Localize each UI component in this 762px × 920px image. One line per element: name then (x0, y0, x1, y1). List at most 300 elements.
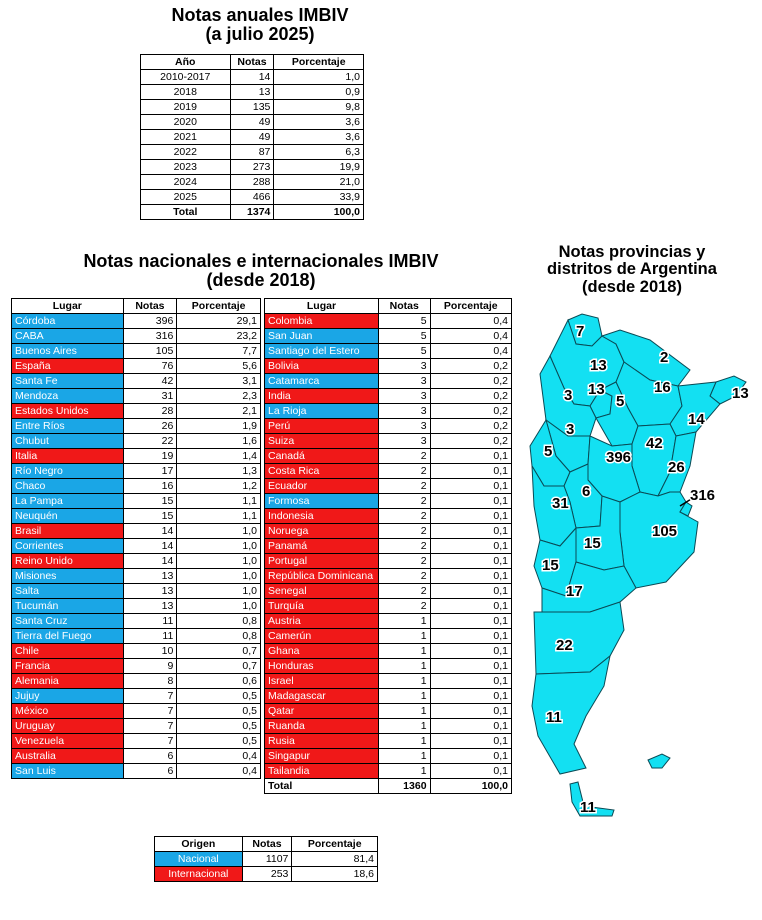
place-notes-cell: 5 (378, 344, 430, 359)
place-percent-cell: 0,1 (430, 689, 511, 704)
place-percent-cell: 0,2 (430, 404, 511, 419)
place-name-cell: Ghana (265, 644, 379, 659)
place-row (265, 434, 512, 449)
place-percent-cell: 1,0 (177, 599, 261, 614)
origin-header-origin: Origen (155, 837, 243, 852)
annual-row (141, 160, 364, 175)
origin-header-notes: Notas (242, 837, 292, 852)
place-percent-cell: 23,2 (177, 329, 261, 344)
place-name-cell: Alemania (12, 674, 124, 689)
place-name-cell: Perú (265, 419, 379, 434)
place-notes-cell: 3 (378, 359, 430, 374)
map-value-label: 17 (566, 583, 583, 600)
place-percent-cell: 1,1 (177, 494, 261, 509)
place-percent-cell: 0,1 (430, 674, 511, 689)
place-percent-cell: 1,0 (177, 539, 261, 554)
place-percent-cell: 0,4 (430, 344, 511, 359)
map-value-label: 2 (660, 349, 669, 366)
place-percent-cell: 0,1 (430, 494, 511, 509)
place-notes-cell: 3 (378, 434, 430, 449)
annual-year-cell: 2024 (141, 175, 231, 190)
place-row (12, 449, 261, 464)
place-name-cell: Corrientes (12, 539, 124, 554)
map-value-label: 3 (564, 387, 573, 404)
place-name-cell: Santiago del Estero (265, 344, 379, 359)
place-notes-cell: 8 (123, 674, 177, 689)
place-notes-cell: 14 (123, 524, 177, 539)
place-percent-cell: 0,5 (177, 734, 261, 749)
place-name-cell: Ruanda (265, 719, 379, 734)
annual-title (140, 6, 380, 44)
place-name-cell: Bolivia (265, 359, 379, 374)
place-row (265, 359, 512, 374)
places-table-left (11, 298, 261, 779)
origin-table (154, 836, 378, 882)
place-notes-cell: 2 (378, 524, 430, 539)
place-row (12, 494, 261, 509)
place-row (12, 584, 261, 599)
place-percent-cell: 0,8 (177, 629, 261, 644)
place-row (265, 389, 512, 404)
annual-year-cell: 2021 (141, 130, 231, 145)
place-notes-cell: 1 (378, 764, 430, 779)
place-percent-cell: 0,4 (177, 764, 261, 779)
annual-row (141, 190, 364, 205)
annual-total-notes: 1374 (230, 205, 274, 220)
place-notes-cell: 13 (123, 599, 177, 614)
place-percent-cell: 0,1 (430, 539, 511, 554)
place-name-cell: Brasil (12, 524, 124, 539)
place-name-cell: Canadá (265, 449, 379, 464)
place-name-cell: Salta (12, 584, 124, 599)
place-name-cell: República Dominicana (265, 569, 379, 584)
place-row (12, 434, 261, 449)
place-row (12, 344, 261, 359)
place-notes-cell: 6 (123, 764, 177, 779)
place-notes-cell: 13 (123, 569, 177, 584)
annual-year-cell: 2019 (141, 100, 231, 115)
place-notes-cell: 11 (123, 614, 177, 629)
place-name-cell: Francia (12, 659, 124, 674)
map-value-label: 31 (552, 495, 569, 512)
place-name-cell: La Pampa (12, 494, 124, 509)
annual-notes-cell: 87 (230, 145, 274, 160)
place-notes-cell: 5 (378, 329, 430, 344)
place-percent-cell: 1,9 (177, 419, 261, 434)
place-percent-cell: 0,8 (177, 614, 261, 629)
place-percent-cell: 0,5 (177, 689, 261, 704)
place-name-cell: Chile (12, 644, 124, 659)
place-row (12, 554, 261, 569)
place-name-cell: Indonesia (265, 509, 379, 524)
annual-notes-cell: 13 (230, 85, 274, 100)
place-percent-cell: 0,1 (430, 629, 511, 644)
annual-percent-cell: 21,0 (274, 175, 364, 190)
annual-table (140, 54, 364, 220)
place-row (265, 374, 512, 389)
annual-year-cell: 2010-2017 (141, 70, 231, 85)
map-value-label: 13 (732, 385, 749, 402)
place-name-cell: Reino Unido (12, 554, 124, 569)
map-value-label: 22 (556, 637, 573, 654)
place-percent-cell: 29,1 (177, 314, 261, 329)
place-notes-cell: 13 (123, 584, 177, 599)
place-notes-cell: 1 (378, 674, 430, 689)
place-percent-cell: 0,7 (177, 644, 261, 659)
place-name-cell: Chubut (12, 434, 124, 449)
annual-total-row (141, 205, 364, 220)
place-percent-cell: 0,1 (430, 599, 511, 614)
annual-notes-cell: 135 (230, 100, 274, 115)
place-name-cell: Tailandia (265, 764, 379, 779)
place-notes-cell: 1 (378, 719, 430, 734)
origin-type-cell: Internacional (155, 867, 243, 882)
annual-year-cell: 2022 (141, 145, 231, 160)
place-row (265, 719, 512, 734)
map-value-label: 13 (590, 357, 607, 374)
place-row (265, 629, 512, 644)
places-total-percent: 100,0 (430, 779, 511, 794)
origin-header-percent: Porcentaje (292, 837, 378, 852)
place-percent-cell: 0,6 (177, 674, 261, 689)
place-row (265, 704, 512, 719)
place-percent-cell: 0,1 (430, 509, 511, 524)
annual-title-line2: (a julio 2025) (205, 23, 315, 44)
annual-total-percent: 100,0 (274, 205, 364, 220)
place-percent-cell: 0,7 (177, 659, 261, 674)
map-value-label: 14 (688, 411, 705, 428)
place-row (12, 404, 261, 419)
place-notes-cell: 3 (378, 404, 430, 419)
place-row (265, 539, 512, 554)
place-percent-cell: 0,1 (430, 644, 511, 659)
argentina-map (520, 296, 760, 826)
place-percent-cell: 0,1 (430, 449, 511, 464)
place-row (12, 644, 261, 659)
place-name-cell: Buenos Aires (12, 344, 124, 359)
annual-title-line1: Notas anuales IMBIV (171, 5, 349, 25)
place-row (265, 464, 512, 479)
annual-header-percent: Porcentaje (274, 55, 364, 70)
place-name-cell: Italia (12, 449, 124, 464)
annual-notes-cell: 273 (230, 160, 274, 175)
annual-notes-cell: 14 (230, 70, 274, 85)
place-percent-cell: 0,1 (430, 719, 511, 734)
place-name-cell: Uruguay (12, 719, 124, 734)
place-percent-cell: 0,2 (430, 359, 511, 374)
place-percent-cell: 0,4 (177, 749, 261, 764)
place-name-cell: Suiza (265, 434, 379, 449)
place-notes-cell: 19 (123, 449, 177, 464)
place-notes-cell: 15 (123, 509, 177, 524)
place-percent-cell: 0,1 (430, 569, 511, 584)
place-percent-cell: 1,0 (177, 569, 261, 584)
place-percent-cell: 0,1 (430, 734, 511, 749)
place-percent-cell: 0,1 (430, 524, 511, 539)
place-name-cell: Catamarca (265, 374, 379, 389)
place-percent-cell: 1,6 (177, 434, 261, 449)
map-value-label: 42 (646, 435, 663, 452)
place-name-cell: San Juan (265, 329, 379, 344)
place-name-cell: Portugal (265, 554, 379, 569)
places-header-percent: Porcentaje (177, 299, 261, 314)
annual-row (141, 70, 364, 85)
place-row (265, 599, 512, 614)
place-row (265, 479, 512, 494)
places-total-label: Total (265, 779, 379, 794)
place-row (265, 674, 512, 689)
map-value-label: 11 (580, 799, 596, 816)
place-notes-cell: 14 (123, 554, 177, 569)
place-row (265, 554, 512, 569)
place-notes-cell: 1 (378, 704, 430, 719)
place-percent-cell: 2,3 (177, 389, 261, 404)
place-notes-cell: 6 (123, 749, 177, 764)
place-row (12, 764, 261, 779)
map-value-label: 11 (546, 709, 562, 726)
annual-row (141, 115, 364, 130)
annual-total-label: Total (141, 205, 231, 220)
place-notes-cell: 42 (123, 374, 177, 389)
place-notes-cell: 2 (378, 494, 430, 509)
place-row (265, 314, 512, 329)
annual-percent-cell: 6,3 (274, 145, 364, 160)
place-notes-cell: 9 (123, 659, 177, 674)
map-value-label: 7 (576, 323, 585, 340)
places-title-line2: (desde 2018) (206, 269, 316, 290)
region-santa-cruz (532, 656, 610, 774)
place-percent-cell: 1,4 (177, 449, 261, 464)
place-percent-cell: 0,4 (430, 329, 511, 344)
map-value-label: 105 (652, 523, 678, 540)
place-percent-cell: 0,1 (430, 479, 511, 494)
annual-percent-cell: 1,0 (274, 70, 364, 85)
place-name-cell: España (12, 359, 124, 374)
place-notes-cell: 2 (378, 554, 430, 569)
annual-header-year: Año (141, 55, 231, 70)
place-notes-cell: 7 (123, 719, 177, 734)
map-value-label: 3 (566, 421, 575, 438)
place-row (12, 734, 261, 749)
place-name-cell: Neuquén (12, 509, 124, 524)
places-total-notes: 1360 (378, 779, 430, 794)
place-row (265, 404, 512, 419)
place-row (265, 764, 512, 779)
place-name-cell: Honduras (265, 659, 379, 674)
place-row (265, 644, 512, 659)
map-title-line1: Notas provincias y (558, 243, 706, 261)
place-row (265, 614, 512, 629)
place-row (265, 524, 512, 539)
annual-year-cell: 2020 (141, 115, 231, 130)
place-notes-cell: 2 (378, 584, 430, 599)
map-value-label: 15 (584, 535, 601, 552)
place-name-cell: Mendoza (12, 389, 124, 404)
place-percent-cell: 0,2 (430, 419, 511, 434)
origin-percent-cell: 81,4 (292, 852, 378, 867)
annual-row (141, 85, 364, 100)
place-notes-cell: 396 (123, 314, 177, 329)
place-name-cell: India (265, 389, 379, 404)
place-notes-cell: 7 (123, 734, 177, 749)
place-row (265, 494, 512, 509)
place-percent-cell: 0,1 (430, 764, 511, 779)
place-notes-cell: 10 (123, 644, 177, 659)
place-row (265, 584, 512, 599)
origin-row (155, 867, 378, 882)
place-percent-cell: 0,2 (430, 389, 511, 404)
place-notes-cell: 1 (378, 689, 430, 704)
place-notes-cell: 1 (378, 644, 430, 659)
place-name-cell: Panamá (265, 539, 379, 554)
place-row (12, 659, 261, 674)
map-value-label: 13 (588, 381, 605, 398)
place-name-cell: Córdoba (12, 314, 124, 329)
origin-notes-cell: 1107 (242, 852, 292, 867)
place-percent-cell: 7,7 (177, 344, 261, 359)
place-notes-cell: 105 (123, 344, 177, 359)
place-name-cell: Senegal (265, 584, 379, 599)
place-name-cell: Jujuy (12, 689, 124, 704)
places-header-notes: Notas (123, 299, 177, 314)
place-name-cell: Entre Ríos (12, 419, 124, 434)
map-title-line2: distritos de Argentina (547, 260, 717, 279)
place-notes-cell: 11 (123, 629, 177, 644)
place-notes-cell: 1 (378, 629, 430, 644)
annual-row (141, 100, 364, 115)
place-notes-cell: 316 (123, 329, 177, 344)
place-name-cell: Estados Unidos (12, 404, 124, 419)
annual-percent-cell: 19,9 (274, 160, 364, 175)
place-name-cell: Costa Rica (265, 464, 379, 479)
place-percent-cell: 2,1 (177, 404, 261, 419)
places-header-place: Lugar (265, 299, 379, 314)
annual-row (141, 145, 364, 160)
place-row (12, 479, 261, 494)
place-name-cell: Qatar (265, 704, 379, 719)
place-notes-cell: 3 (378, 389, 430, 404)
place-percent-cell: 5,6 (177, 359, 261, 374)
place-percent-cell: 0,4 (430, 314, 511, 329)
place-row (12, 629, 261, 644)
place-name-cell: Santa Cruz (12, 614, 124, 629)
place-name-cell: Misiones (12, 569, 124, 584)
place-percent-cell: 3,1 (177, 374, 261, 389)
place-row (12, 464, 261, 479)
map-value-label: 5 (544, 443, 553, 460)
annual-notes-cell: 466 (230, 190, 274, 205)
place-name-cell: Turquía (265, 599, 379, 614)
places-header-place: Lugar (12, 299, 124, 314)
place-name-cell: Rusia (265, 734, 379, 749)
annual-percent-cell: 3,6 (274, 130, 364, 145)
place-row (12, 569, 261, 584)
place-row (265, 659, 512, 674)
place-name-cell: Río Negro (12, 464, 124, 479)
map-value-label: 396 (606, 449, 632, 466)
place-name-cell: Chaco (12, 479, 124, 494)
place-row (265, 419, 512, 434)
places-title (10, 252, 512, 290)
place-percent-cell: 1,2 (177, 479, 261, 494)
place-notes-cell: 22 (123, 434, 177, 449)
place-notes-cell: 3 (378, 419, 430, 434)
place-name-cell: CABA (12, 329, 124, 344)
origin-row (155, 852, 378, 867)
place-name-cell: Madagascar (265, 689, 379, 704)
place-name-cell: San Luis (12, 764, 124, 779)
place-percent-cell: 0,1 (430, 464, 511, 479)
place-notes-cell: 7 (123, 689, 177, 704)
annual-percent-cell: 33,9 (274, 190, 364, 205)
place-row (12, 359, 261, 374)
annual-row (141, 175, 364, 190)
place-notes-cell: 14 (123, 539, 177, 554)
place-notes-cell: 1 (378, 734, 430, 749)
place-name-cell: Colombia (265, 314, 379, 329)
place-notes-cell: 3 (378, 374, 430, 389)
place-percent-cell: 0,1 (430, 704, 511, 719)
place-row (12, 509, 261, 524)
place-name-cell: Formosa (265, 494, 379, 509)
annual-year-cell: 2023 (141, 160, 231, 175)
place-percent-cell: 1,3 (177, 464, 261, 479)
place-percent-cell: 1,1 (177, 509, 261, 524)
place-name-cell: México (12, 704, 124, 719)
place-name-cell: Tucumán (12, 599, 124, 614)
annual-row (141, 130, 364, 145)
map-value-label: 16 (654, 379, 671, 396)
place-notes-cell: 2 (378, 599, 430, 614)
place-percent-cell: 0,5 (177, 719, 261, 734)
place-notes-cell: 17 (123, 464, 177, 479)
place-notes-cell: 31 (123, 389, 177, 404)
place-row (12, 539, 261, 554)
place-row (265, 569, 512, 584)
place-name-cell: Noruega (265, 524, 379, 539)
place-name-cell: Camerún (265, 629, 379, 644)
place-name-cell: Tierra del Fuego (12, 629, 124, 644)
place-notes-cell: 28 (123, 404, 177, 419)
place-percent-cell: 0,1 (430, 749, 511, 764)
place-row (12, 674, 261, 689)
annual-year-cell: 2018 (141, 85, 231, 100)
place-notes-cell: 2 (378, 509, 430, 524)
place-row (265, 734, 512, 749)
place-row (12, 419, 261, 434)
place-row (265, 509, 512, 524)
places-header-notes: Notas (378, 299, 430, 314)
map-title-line3: (desde 2018) (582, 277, 682, 296)
place-percent-cell: 0,2 (430, 434, 511, 449)
place-row (12, 704, 261, 719)
place-notes-cell: 1 (378, 614, 430, 629)
places-header-percent: Porcentaje (430, 299, 511, 314)
place-percent-cell: 1,0 (177, 554, 261, 569)
place-row (12, 374, 261, 389)
places-title-line1: Notas nacionales e internacionales IMBIV (83, 251, 439, 271)
origin-notes-cell: 253 (242, 867, 292, 882)
place-notes-cell: 15 (123, 494, 177, 509)
place-name-cell: Singapur (265, 749, 379, 764)
place-percent-cell: 1,0 (177, 524, 261, 539)
annual-notes-cell: 49 (230, 115, 274, 130)
place-notes-cell: 7 (123, 704, 177, 719)
map-value-label: 6 (582, 483, 591, 500)
annual-notes-cell: 49 (230, 130, 274, 145)
place-percent-cell: 0,5 (177, 704, 261, 719)
place-row (12, 599, 261, 614)
